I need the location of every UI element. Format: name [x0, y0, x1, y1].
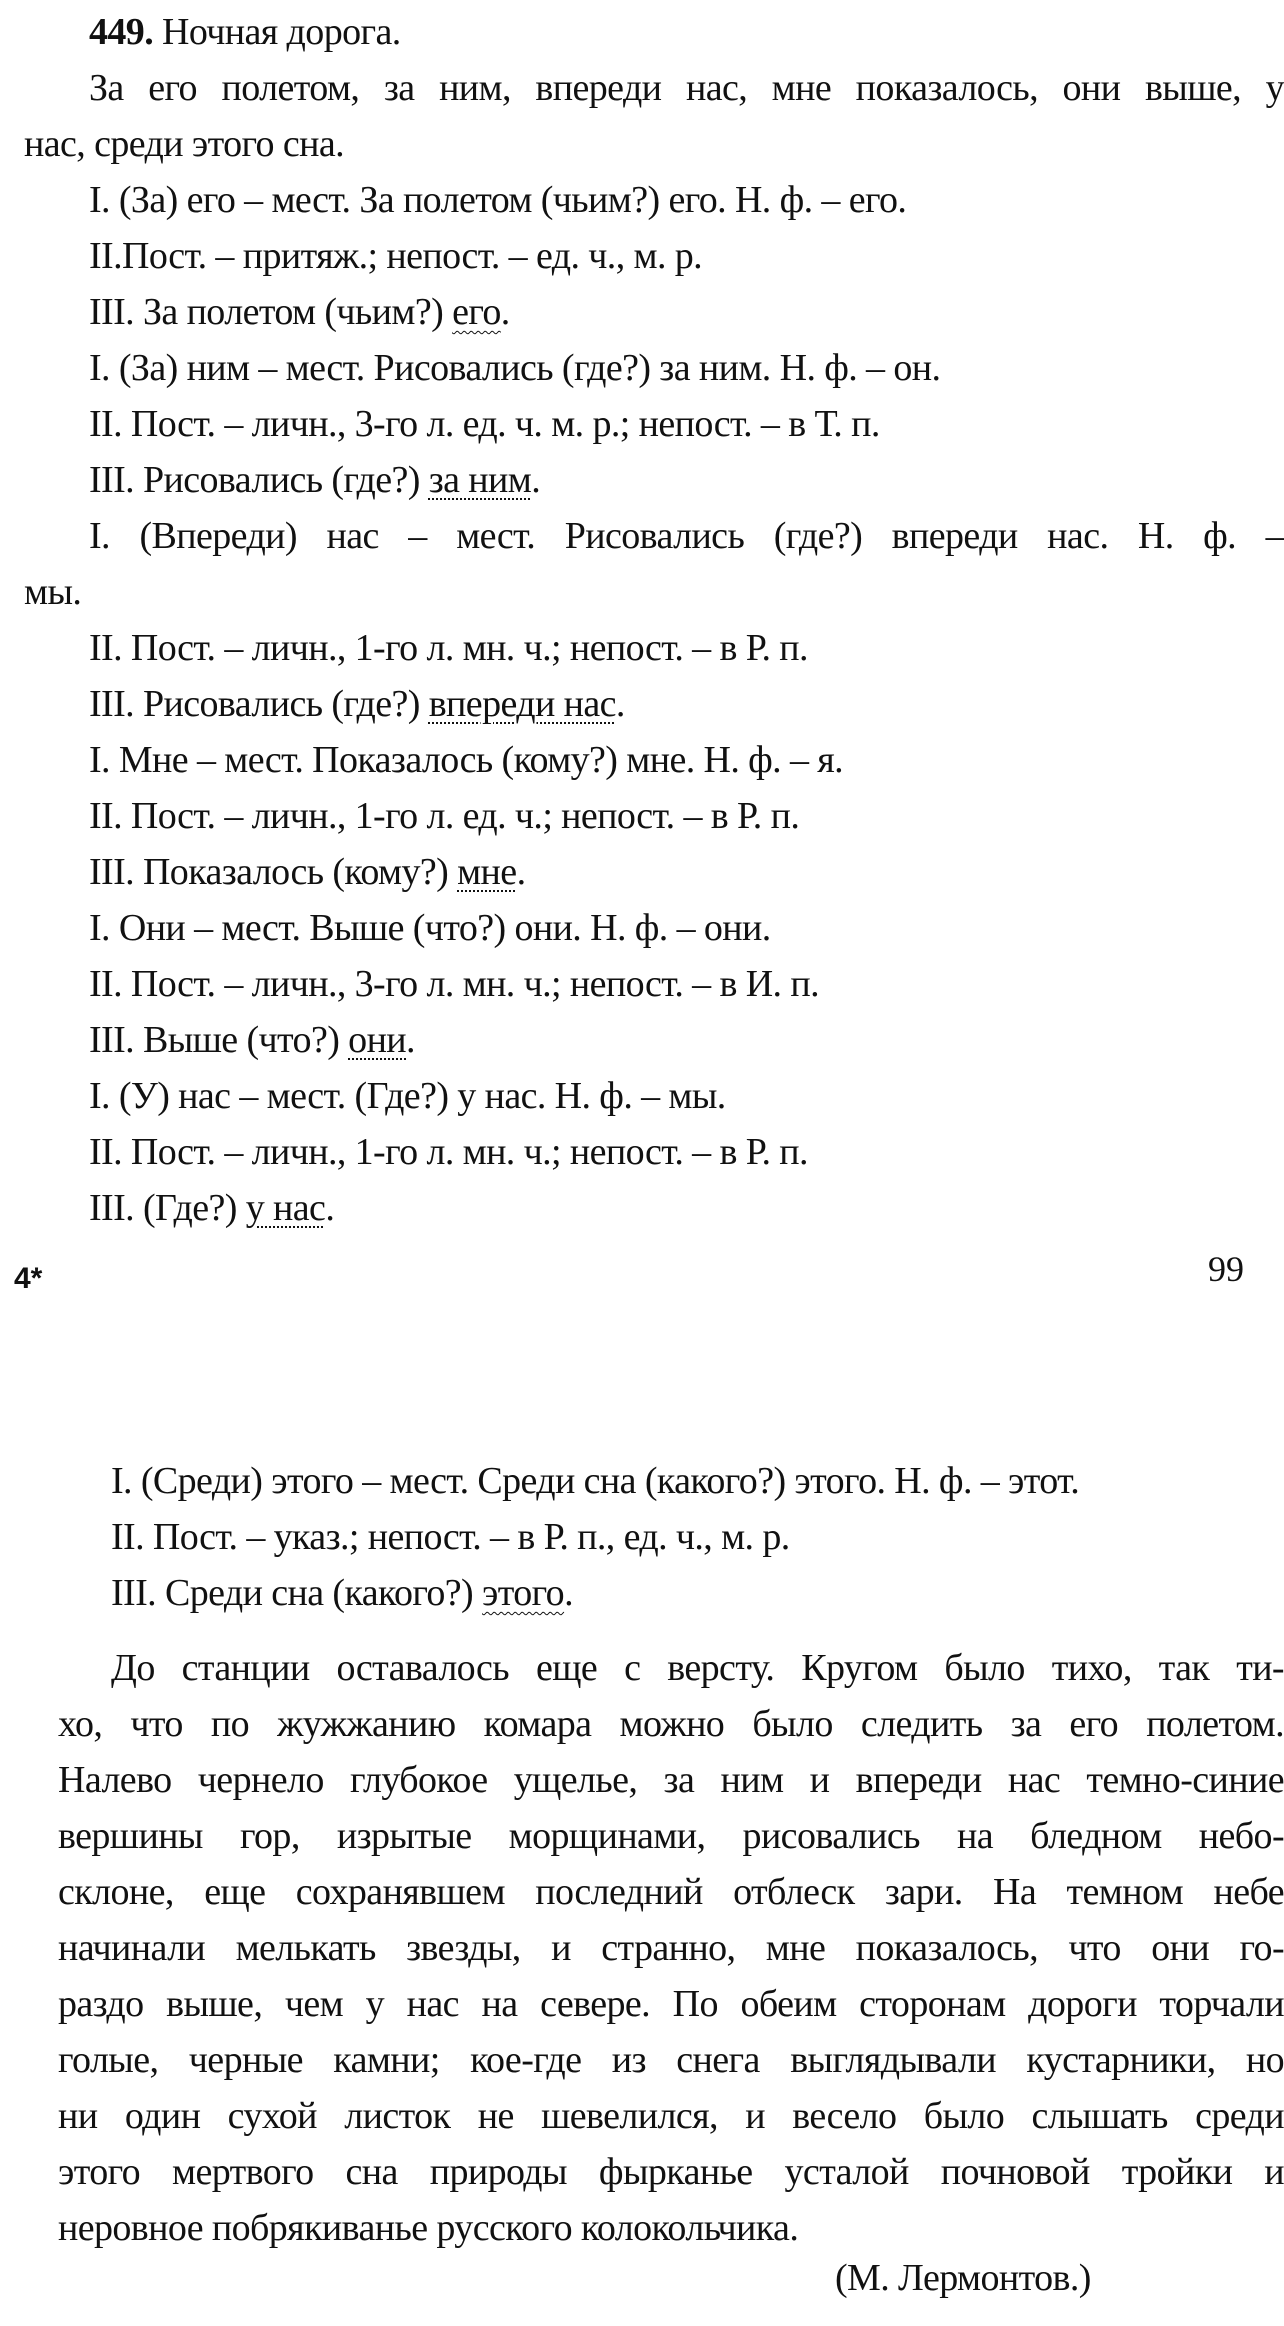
page-marker: 4*	[14, 1262, 43, 1295]
text-segment: I. (За) ним – мест. Рисовались (где?) за ним. Н. ф. – он.	[89, 347, 941, 389]
text-segment: хо, что по жужжанию комара можно было следить за его полетом.	[58, 1703, 1284, 1745]
text-segment: .	[615, 683, 625, 725]
text-line	[0, 788, 1284, 844]
text-segment: II. Пост. – указ.; непост. – в Р. п., ед. ч., м. р.	[111, 1516, 790, 1558]
text-line	[0, 116, 1284, 172]
text-segment: склоне, еще сохранявшем последний отблеск зари. На темном небе	[58, 1871, 1284, 1913]
text-line	[0, 1864, 1284, 1920]
text-line	[0, 284, 1284, 340]
analysis-part-1	[0, 4, 1284, 1236]
text-line	[0, 1509, 1284, 1565]
text-segment: .	[406, 1019, 415, 1061]
text-segment: III. За полетом (чьим?)	[89, 291, 453, 333]
source-text-paragraph	[0, 1640, 1284, 2256]
text-line	[0, 340, 1284, 396]
analysis-part-2	[0, 1453, 1284, 1621]
text-line	[0, 1068, 1284, 1124]
page-number: 99	[1208, 1249, 1244, 1289]
text-line	[0, 1453, 1284, 1509]
text-line	[0, 1752, 1284, 1808]
text-line	[0, 1565, 1284, 1621]
text-segment: III. Показалось (кому?)	[89, 851, 458, 893]
text-line	[0, 732, 1284, 788]
text-line	[0, 1180, 1284, 1236]
text-line	[0, 60, 1284, 116]
text-line	[0, 620, 1284, 676]
text-segment: I. (За) его – мест. За полетом (чьим?) его. Н. ф. – его.	[89, 179, 907, 221]
text-segment: II. Пост. – личн., 3-го л. ед. ч. м. р.; непост. – в Т. п.	[89, 403, 880, 445]
text-line	[0, 1124, 1284, 1180]
text-line	[0, 396, 1284, 452]
text-segment: .	[564, 1572, 573, 1614]
text-line	[0, 900, 1284, 956]
text-segment: III. (Где?)	[89, 1187, 246, 1229]
text-segment: .	[325, 1187, 335, 1229]
text-line	[0, 844, 1284, 900]
text-segment: мы.	[24, 571, 82, 613]
text-line	[0, 676, 1284, 732]
text-segment: неровное побрякиванье русского колокольчика.	[58, 2207, 799, 2249]
text-segment: II.Пост. – притяж.; непост. – ед. ч., м. р.	[89, 235, 703, 277]
exercise-heading	[0, 4, 1284, 60]
text-segment: голые, черные камни; кое-где из снега выглядывали кустарники, но	[58, 2039, 1284, 2081]
underlined-word: этого	[482, 1572, 565, 1614]
underlined-word: мне	[457, 851, 517, 893]
text-segment: ни один сухой листок не шевелился, и весело было слышать среди	[58, 2095, 1284, 2137]
text-line	[0, 2032, 1284, 2088]
text-line	[0, 1012, 1284, 1068]
text-line	[0, 1920, 1284, 1976]
exercise-number: 449.	[89, 11, 154, 53]
text-segment: II. Пост. – личн., 3-го л. мн. ч.; непост. – в И. п.	[89, 963, 819, 1005]
text-line	[0, 452, 1284, 508]
text-segment: До станции оставалось еще с версту. Кругом было тихо, так ти-	[111, 1647, 1284, 1689]
underlined-word: за ним	[428, 459, 532, 501]
text-segment: III. Рисовались (где?)	[89, 459, 429, 501]
text-segment: начинали мелькать звезды, и странно, мне показалось, что они го-	[58, 1927, 1284, 1969]
text-segment: раздо выше, чем у нас на севере. По обеим сторонам дороги торчали	[58, 1983, 1284, 2025]
text-line	[0, 228, 1284, 284]
text-line	[0, 956, 1284, 1012]
text-segment: I. (Впереди) нас – мест. Рисовались (где?) впереди нас. Н. ф. –	[89, 515, 1284, 557]
text-segment: .	[516, 851, 526, 893]
text-line	[0, 564, 1284, 620]
text-segment: .	[531, 459, 541, 501]
text-segment: III. Рисовались (где?)	[89, 683, 429, 725]
text-segment: III. Среди сна (какого?)	[111, 1572, 483, 1614]
text-segment: I. (У) нас – мест. (Где?) у нас. Н. ф. – мы.	[89, 1075, 726, 1117]
text-segment: I. (Среди) этого – мест. Среди сна (какого?) этого. Н. ф. – этот.	[111, 1460, 1080, 1502]
text-line	[0, 172, 1284, 228]
text-segment: вершины гор, изрытые морщинами, рисовались на бледном небо-	[58, 1815, 1284, 1857]
text-line	[0, 508, 1284, 564]
text-segment: I. Мне – мест. Показалось (кому?) мне. Н. ф. – я.	[89, 739, 844, 781]
text-segment: I. Они – мест. Выше (что?) они. Н. ф. – они.	[89, 907, 771, 949]
text-line	[0, 1808, 1284, 1864]
author-attribution: (М. Лермонтов.)	[835, 2257, 1091, 2299]
text-segment: II. Пост. – личн., 1-го л. мн. ч.; непост. – в Р. п.	[89, 627, 808, 669]
underlined-word: впереди нас	[428, 683, 616, 725]
text-line	[0, 2200, 1284, 2256]
text-segment: .	[500, 291, 510, 333]
text-segment: III. Выше (что?)	[89, 1019, 349, 1061]
text-segment: II. Пост. – личн., 1-го л. мн. ч.; непост. – в Р. п.	[89, 1131, 808, 1173]
underlined-word: они	[348, 1019, 407, 1061]
text-segment: этого мертвого сна природы фырканье усталой почновой тройки и	[58, 2151, 1284, 2193]
text-segment: нас, среди этого сна.	[24, 123, 344, 165]
text-line	[0, 1696, 1284, 1752]
text-line	[0, 1976, 1284, 2032]
text-line	[0, 1640, 1284, 1696]
text-segment: За его полетом, за ним, впереди нас, мне показалось, они выше, у	[89, 67, 1284, 109]
text-segment: Налево чернело глубокое ущелье, за ним и впереди нас темно-синие	[58, 1759, 1284, 1801]
exercise-title: Ночная дорога.	[153, 11, 401, 53]
text-line	[0, 2088, 1284, 2144]
text-line	[0, 2144, 1284, 2200]
text-segment: II. Пост. – личн., 1-го л. ед. ч.; непост. – в Р. п.	[89, 795, 800, 837]
underlined-word: его	[452, 291, 501, 333]
underlined-word: у нас	[245, 1187, 326, 1229]
